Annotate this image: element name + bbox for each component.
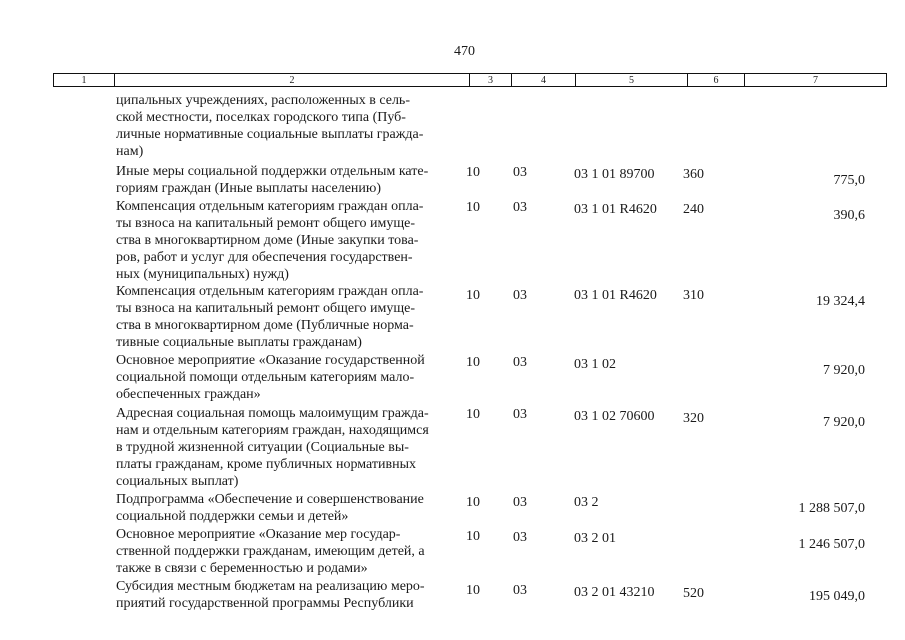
- row-expense-type: 240: [683, 202, 704, 217]
- row-amount: 775,0: [833, 173, 865, 188]
- row-amount: 1 288 507,0: [798, 501, 865, 516]
- row-subsection: 03: [513, 200, 527, 215]
- row-description: Компенсация отдельным категориям граждан опла- ты взноса на капитальный ремонт общего имуще- ства в многоквартирном доме (Иные закупки това- ров, работ и услуг для обеспечения государствен- ных (муниципальных) нужд): [116, 199, 424, 282]
- row-amount: 19 324,4: [816, 294, 865, 309]
- row-target-code: 03 1 01 R4620: [574, 288, 657, 303]
- row-section: 10: [466, 288, 480, 303]
- row-expense-type: 320: [683, 411, 704, 426]
- row-section: 10: [466, 583, 480, 598]
- row-subsection: 03: [513, 288, 527, 303]
- row-target-code: 03 2 01 43210: [574, 585, 655, 600]
- row-amount: 7 920,0: [823, 415, 865, 430]
- header-col-3: 3: [470, 73, 512, 87]
- header-col-1: 1: [53, 73, 115, 87]
- row-section: 10: [466, 200, 480, 215]
- row-description: Адресная социальная помощь малоимущим гражда- нам и отдельным категориям граждан, находящимся в трудной жизненной ситуации (Социальные вы- платы гражданам, кроме публичных нормативных социальных выплат): [116, 406, 429, 489]
- row-section: 10: [466, 165, 480, 180]
- header-col-5: 5: [576, 73, 688, 87]
- page-number: 470: [454, 44, 475, 59]
- row-expense-type: 310: [683, 288, 704, 303]
- row-section: 10: [466, 495, 480, 510]
- row-target-code: 03 1 02: [574, 357, 616, 372]
- row-target-code: 03 2 01: [574, 531, 616, 546]
- header-col-2: 2: [115, 73, 470, 87]
- row-subsection: 03: [513, 165, 527, 180]
- row-description: ципальных учреждениях, расположенных в сель- ской местности, поселках городского типа (Пуб- личные нормативные социальные выплаты гражда- нам): [116, 93, 424, 159]
- row-section: 10: [466, 407, 480, 422]
- row-target-code: 03 1 01 89700: [574, 167, 655, 182]
- row-target-code: 03 2: [574, 495, 599, 510]
- row-target-code: 03 1 02 70600: [574, 409, 655, 424]
- header-col-4: 4: [512, 73, 576, 87]
- row-section: 10: [466, 529, 480, 544]
- row-amount: 7 920,0: [823, 363, 865, 378]
- row-description: Основное мероприятие «Оказание государственной социальной помощи отдельным категориям мало- обеспеченных граждан»: [116, 353, 425, 402]
- row-amount: 195 049,0: [809, 589, 865, 604]
- row-amount: 390,6: [833, 208, 865, 223]
- header-col-7: 7: [745, 73, 887, 87]
- row-description: Компенсация отдельным категориям граждан опла- ты взноса на капитальный ремонт общего имуще- ства в многоквартирном доме (Публичные норма- тивные социальные выплаты гражданам): [116, 284, 424, 350]
- row-description: Подпрограмма «Обеспечение и совершенствование социальной поддержки семьи и детей»: [116, 492, 424, 524]
- row-subsection: 03: [513, 495, 527, 510]
- row-subsection: 03: [513, 583, 527, 598]
- row-expense-type: 520: [683, 586, 704, 601]
- row-target-code: 03 1 01 R4620: [574, 202, 657, 217]
- row-description: Основное мероприятие «Оказание мер государ- ственной поддержки гражданам, имеющим детей, а также в связи с беременностью и родами»: [116, 527, 425, 576]
- row-amount: 1 246 507,0: [798, 537, 865, 552]
- header-col-6: 6: [688, 73, 745, 87]
- row-subsection: 03: [513, 407, 527, 422]
- row-subsection: 03: [513, 355, 527, 370]
- row-expense-type: 360: [683, 167, 704, 182]
- row-description: Иные меры социальной поддержки отдельным кате- гориям граждан (Иные выплаты населению): [116, 164, 429, 196]
- row-subsection: 03: [513, 530, 527, 545]
- row-description: Субсидия местным бюджетам на реализацию меро- приятий государственной программы Республики: [116, 579, 425, 611]
- row-section: 10: [466, 355, 480, 370]
